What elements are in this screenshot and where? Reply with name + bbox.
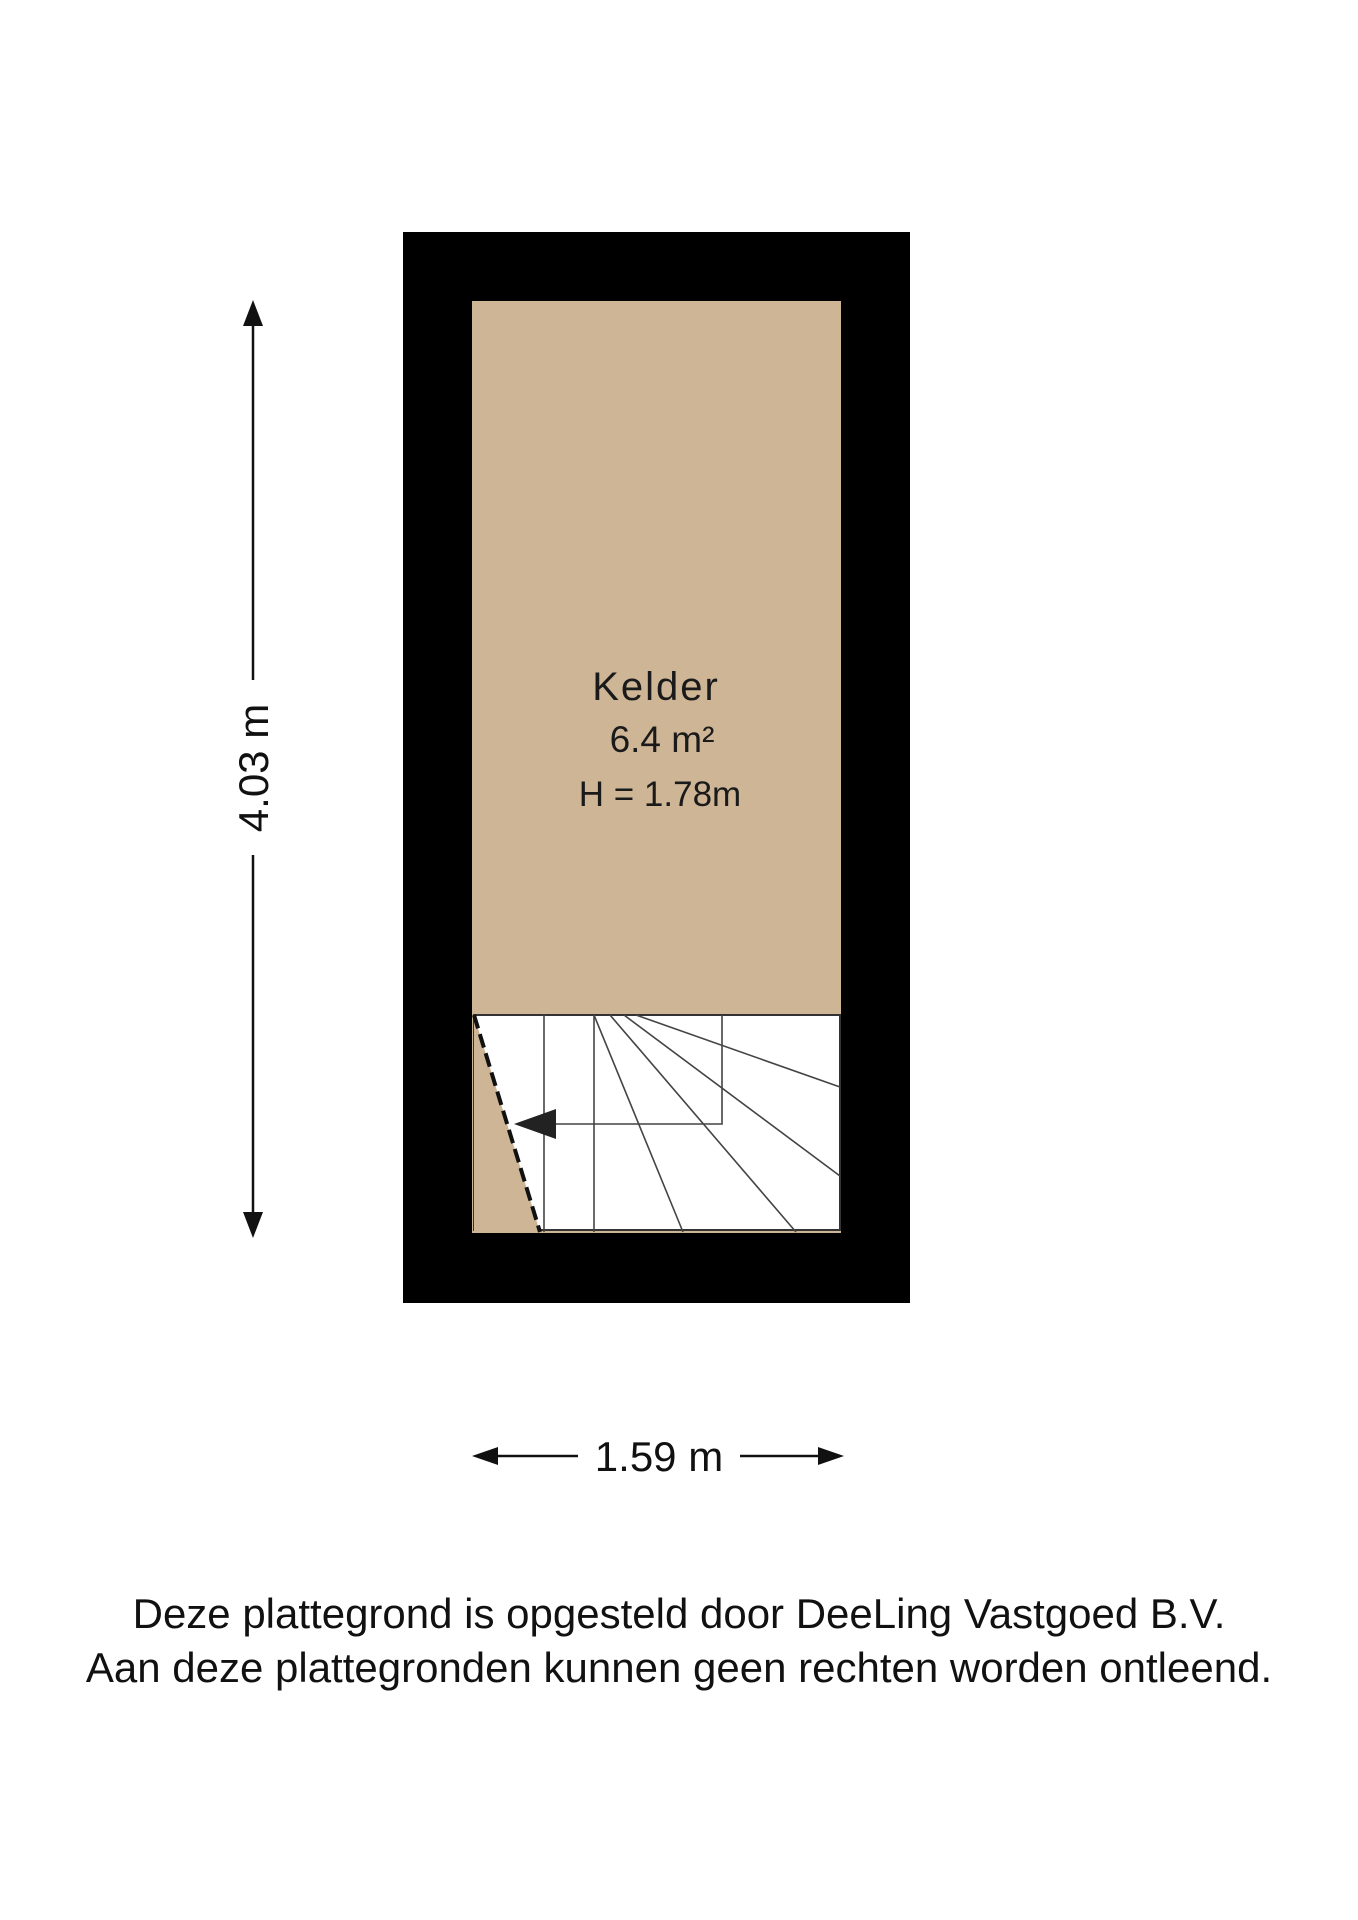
- arrow-right-icon: [818, 1447, 844, 1465]
- horizontal-dimension: [472, 1433, 844, 1480]
- room-name: Kelder: [592, 665, 720, 709]
- staircase: [474, 1015, 840, 1232]
- disclaimer-line-2: Aan deze plattegronden kunnen geen rechten worden ontleend.: [85, 1644, 1273, 1691]
- horizontal-dimension-label: 1.59 m: [594, 1433, 724, 1480]
- vertical-dimension-label: 4.03 m: [230, 703, 277, 833]
- arrow-up-icon: [243, 300, 263, 326]
- room-height: H = 1.78m: [578, 775, 742, 814]
- arrow-down-icon: [243, 1212, 263, 1238]
- room-area: 6.4 m²: [609, 719, 715, 760]
- arrow-left-icon: [472, 1447, 498, 1465]
- vertical-dimension: [230, 300, 277, 1238]
- disclaimer-line-1: Deze plattegrond is opgesteld door DeeLing Vastgoed B.V.: [132, 1590, 1226, 1637]
